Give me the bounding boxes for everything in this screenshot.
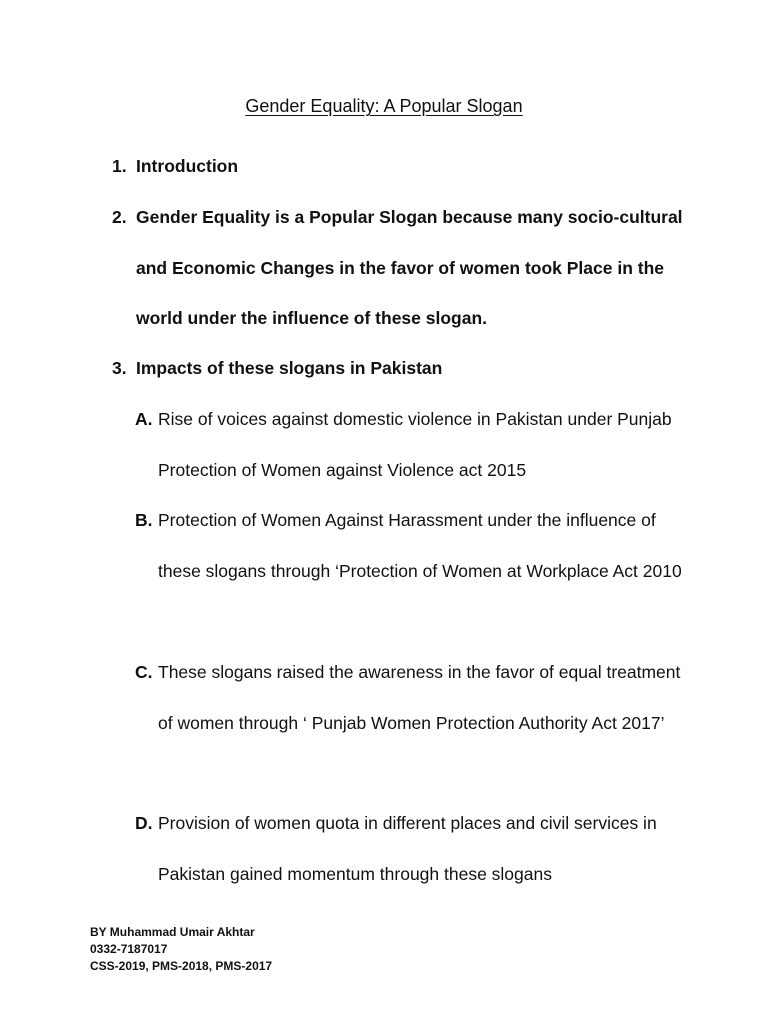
sub-item-text: Provision of women quota in different places and civil services in Pakistan gained momentum through these slogans (158, 813, 657, 884)
sub-item-letter: A. (135, 409, 153, 429)
sub-item-letter: C. (135, 662, 153, 682)
list-item-text: Introduction (136, 156, 239, 176)
list-item-text: Impacts of these slogans in Pakistan (136, 358, 443, 378)
sub-item-a (135, 394, 695, 495)
document-title (0, 94, 768, 118)
author-phone: 0332-7187017 (90, 942, 168, 956)
list-item-popular-slogan (112, 192, 712, 344)
document-title-text: Gender Equality: A Popular Slogan (245, 96, 523, 116)
sub-item-text: These slogans raised the awareness in the favor of equal treatment of women through ‘ Punjab Women Protection Authority Act 2017’ (158, 662, 681, 733)
author-footer (90, 924, 272, 975)
sub-item-d (135, 798, 695, 899)
sub-item-letter: D. (135, 813, 153, 833)
list-item-number: 2. (112, 207, 127, 227)
sub-item-text: Protection of Women Against Harassment under the influence of these slogans through ‘Protection of Women at Workplace Act 2010 (158, 510, 682, 581)
author-name: BY Muhammad Umair Akhtar (90, 925, 255, 939)
list-item-number: 3. (112, 358, 127, 378)
sub-item-c (135, 647, 695, 748)
sub-item-letter: B. (135, 510, 153, 530)
sub-item-b (135, 495, 695, 596)
list-item-impacts (112, 343, 712, 394)
list-item-introduction (112, 141, 712, 192)
list-item-number: 1. (112, 156, 127, 176)
author-exams: CSS-2019, PMS-2018, PMS-2017 (90, 959, 273, 973)
sub-item-text: Rise of voices against domestic violence in Pakistan under Punjab Protection of Women against Violence act 2015 (158, 409, 672, 480)
list-item-text: Gender Equality is a Popular Slogan because many socio-cultural and Economic Changes in the favor of women took Place in the world under the influence of these slogan. (136, 207, 683, 329)
